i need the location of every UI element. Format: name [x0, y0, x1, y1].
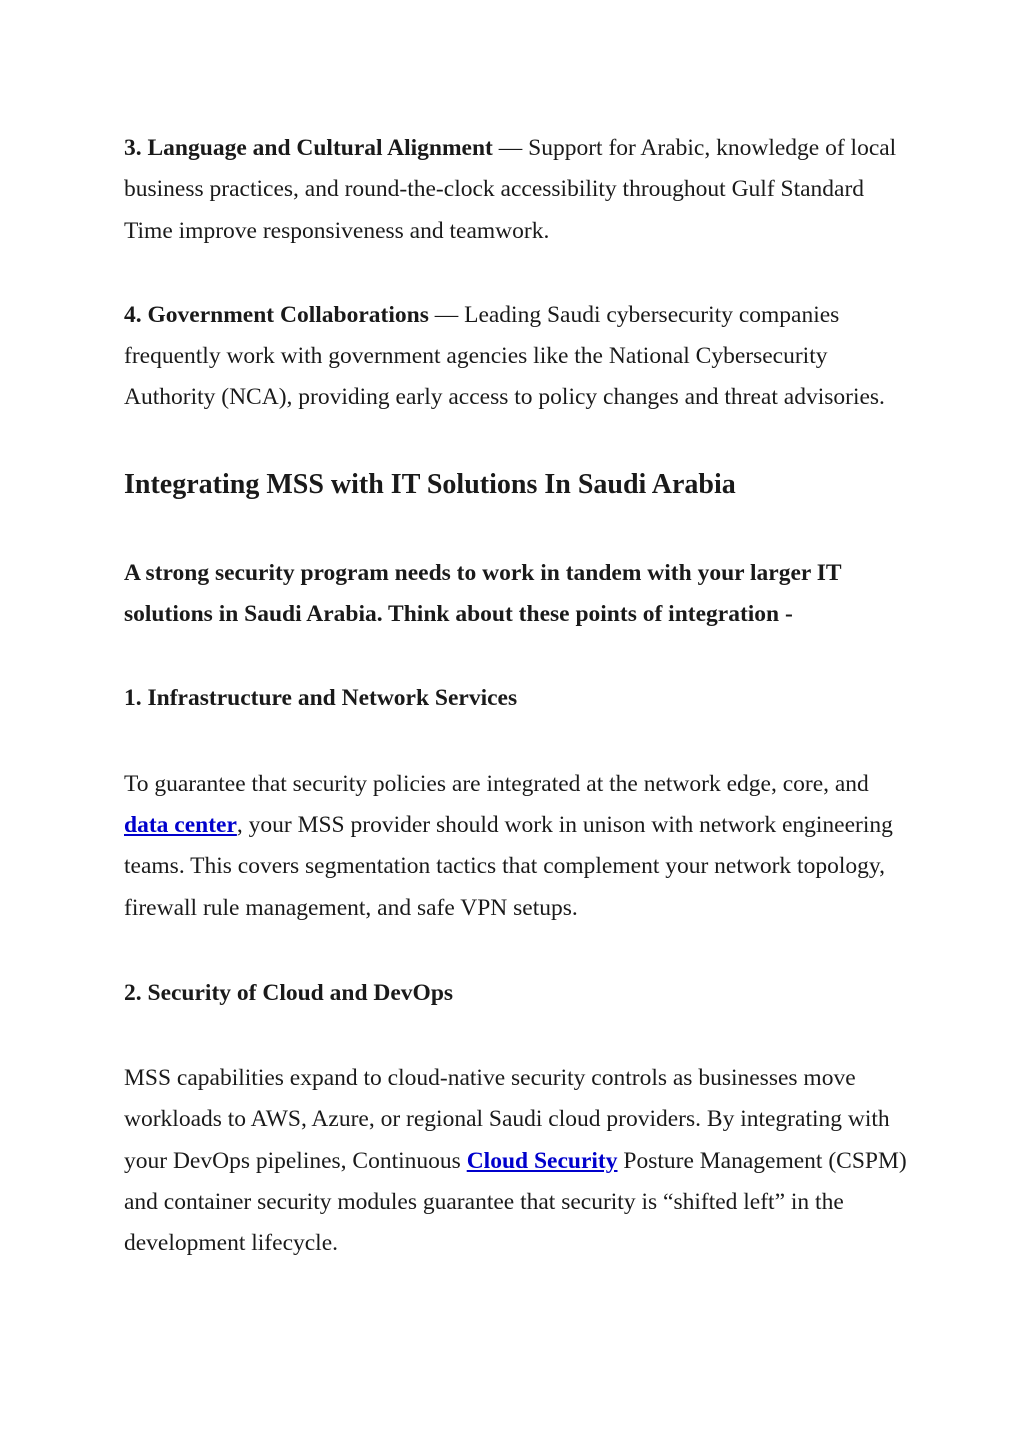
section-lead: A strong security program needs to work in tandem with your larger IT solutions in Saudi Arabia. Think about these points of integration -: [124, 559, 842, 628]
item-government-collaborations: [124, 295, 914, 419]
paragraph-cloud-devops: [124, 1058, 914, 1264]
subsection-heading-cloud-devops: 2. Security of Cloud and DevOps: [124, 979, 454, 1006]
item-language-cultural-alignment: [124, 128, 914, 252]
paragraph-text: , your MSS provider should work in unison with network engineering teams. This covers segmentation tactics that complement your network topology, firewall rule management, and safe VPN setups.: [124, 811, 893, 921]
paragraph-infrastructure: [124, 764, 914, 929]
paragraph-text: Posture Management (CSPM) and container security modules guarantee that security is “shifted left” in the development lifecycle.: [124, 1147, 907, 1257]
cloud-security-link[interactable]: Cloud Security: [466, 1147, 618, 1174]
item-text: — Support for Arabic, knowledge of local business practices, and round-the-clock accessibility throughout Gulf Standard Time improve responsiveness and teamwork.: [124, 135, 897, 244]
paragraph-text: MSS capabilities expand to cloud-native security controls as businesses move workloads to AWS, Azure, or regional Saudi cloud providers. By integrating with your DevOps pipelines, Continuous: [124, 1065, 890, 1174]
document-content: [124, 128, 914, 1265]
data-center-link[interactable]: data center: [124, 811, 237, 838]
item-heading: 3. Language and Cultural Alignment: [124, 135, 493, 161]
paragraph-text: To guarantee that security policies are integrated at the network edge, core, and: [124, 770, 869, 797]
subsection-heading-infrastructure: 1. Infrastructure and Network Services: [124, 685, 518, 712]
section-title: Integrating MSS with IT Solutions In Saudi Arabia: [124, 468, 736, 500]
item-text: — Leading Saudi cybersecurity companies frequently work with government agencies like the National Cybersecurity Authority (NCA), providing early access to policy changes and threat advisories.: [124, 301, 885, 411]
item-heading: 4. Government Collaborations: [124, 301, 429, 328]
